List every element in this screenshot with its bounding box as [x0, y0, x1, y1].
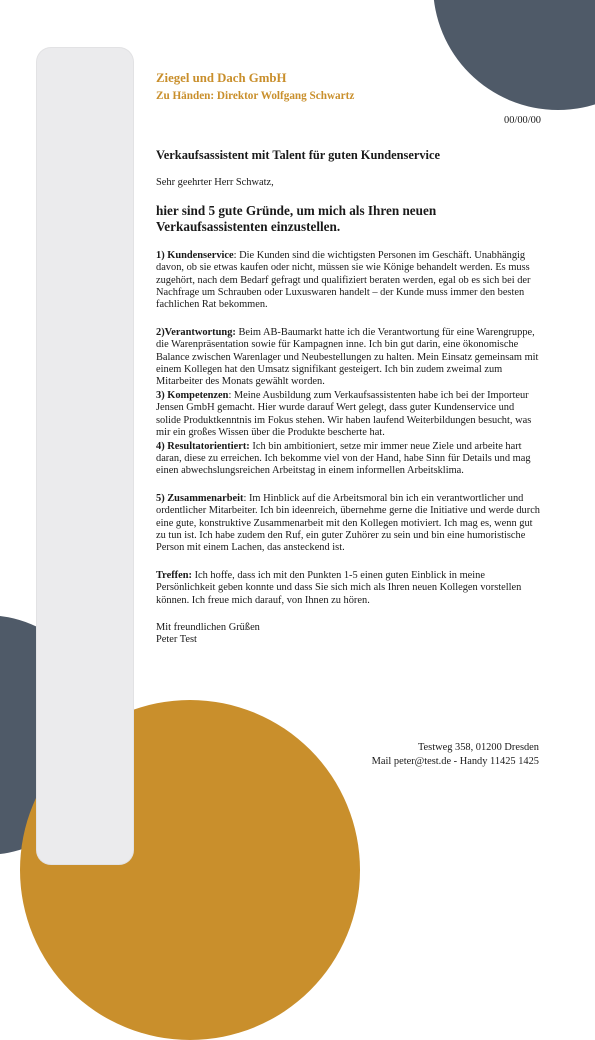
point-result-oriented [156, 441, 541, 478]
point-collaboration [156, 493, 541, 555]
point-text: : Im Hinblick auf die Arbeitsmoral bin ich ein verantwortlicher und ordentlicher Mitarbeiter. Ich bin ideenreich, übernehme gerne die Initiative und werde durch eine gute, konstruktive Zusammenarbeit mit den Kollegen motiviert. Ich mag es, wenn gut zu tun ist. Ich habe zudem den Ruf, ein guter Zuhörer zu sein und bin eine humoristische Person mit einem Lachen, das ansteckend ist. [156, 492, 541, 554]
recipient-attention: Zu Händen: Direktor Wolfgang Schwartz [156, 90, 355, 102]
point-text: Ich bin ambitioniert, setze mir immer neue Ziele und arbeite hart daran, diese zu erreichen. Ich bekomme viel von der Hand, habe Sinn für Details und mag einen abwechslungsreichen Arbeitstag in einem informellen Arbeitsklima. [156, 440, 531, 477]
point-text: : Die Kunden sind die wichtigsten Personen im Geschäft. Unabhängig davon, ob sie etwas kaufen oder nicht, müssen sie wie Könige behandelt werden. Es muss zugehört, nach dem Bedarf gefragt und qualifiziert beraten werden, egal ob es sich bei der Nachfrage um Schrauben oder Luxuswaren handelt – der Kunde muss immer den besten fachlichen Rat bekommen. [156, 249, 531, 311]
contact-address: Testweg 358, 01200 Dresden [417, 742, 539, 753]
letter-body [156, 70, 541, 647]
point-customer-service [156, 250, 541, 312]
point-label: 3) Kompetenzen [156, 389, 229, 401]
recipient-company: Ziegel und Dach GmbH [156, 71, 287, 85]
headline: hier sind 5 gute Gründe, um mich als Ihren neuen Verkaufsassistenten einzustellen. [156, 202, 437, 234]
point-label: 4) Resultatorientiert: [156, 440, 250, 452]
salutation: Sehr geehrter Herr Schwatz, [156, 177, 274, 189]
point-label: Treffen: [156, 569, 192, 581]
letter-subject: Verkaufsassistent mit Talent für guten Kundenservice [156, 148, 440, 163]
contact-block [372, 741, 539, 769]
point-responsibility [156, 327, 541, 389]
point-label: 5) Zusammenarbeit [156, 492, 244, 504]
letter-date: 00/00/00 [504, 115, 541, 126]
signature-name: Peter Test [156, 634, 197, 646]
point-text: Ich hoffe, dass ich mit den Punkten 1-5 einen guten Einblick in meine Persönlichkeit geben konnte und dass Sie sich mich als Ihren neuen Kollegen vorstellen können. Ich freue mich darauf, von Ihnen zu hören. [156, 569, 522, 606]
contact-mail-phone: Mail peter@test.de - Handy 11425 1425 [371, 756, 539, 767]
point-competencies [156, 390, 541, 440]
point-label: 2)Verantwortung: [156, 326, 236, 338]
point-text: Beim AB-Baumarkt hatte ich die Verantwortung für eine Warengruppe, die Warenpräsentation sowie für Kampagnen inne. Ich bin gut darin, eine ökonomische Balance zwischen Warenlager und Neubestellungen zu halten. Mein Einsatz gemeinsam mit einem Kollegen hat den Umsatz signifikant gesteigert. Ich bin zudem zweimal zum Mitarbeiter des Monats gewählt worden. [156, 326, 539, 388]
point-meeting [156, 570, 541, 607]
point-text: : Meine Ausbildung zum Verkaufsassistenten habe ich bei der Importeur Jensen GmbH gemacht. Hier wurde darauf Wert gelegt, dass guter Kundenservice und solide Produktkenntnis im Fokus stehen. Wir haben laufend Weiterbildungen besucht, was mir ein großes Wissen über die Produkte bescherte hat. [156, 389, 532, 439]
closing-phrase: Mit freundlichen Grüßen [156, 621, 260, 633]
point-label: 1) Kundenservice [156, 249, 234, 261]
sidebar-panel [37, 48, 133, 864]
